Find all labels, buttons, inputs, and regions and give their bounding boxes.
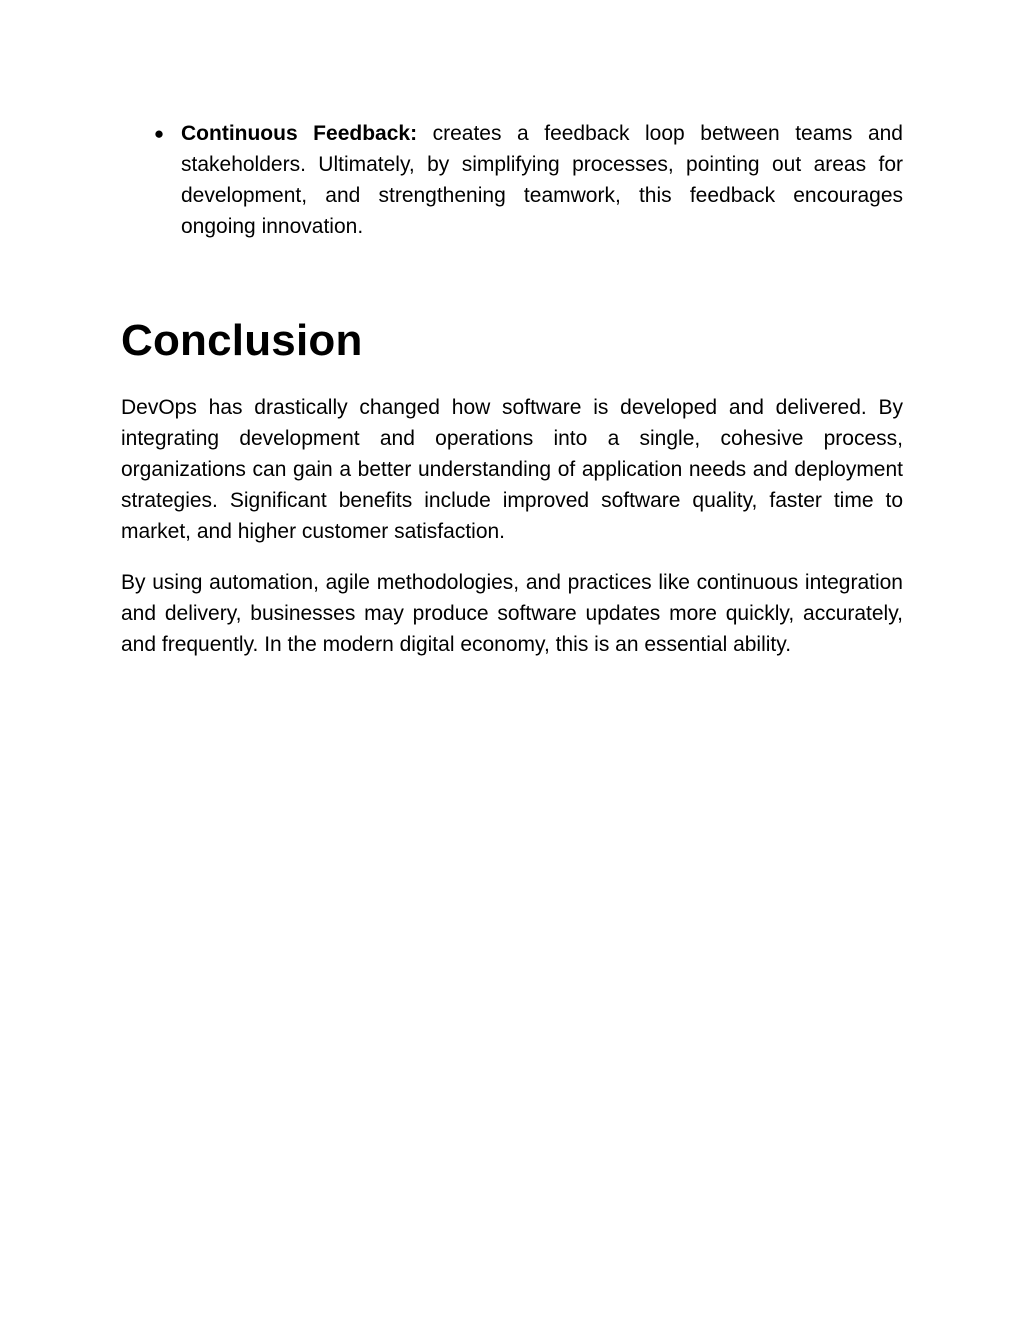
body-paragraph: By using automation, agile methodologies, and practices like continuous integration and delivery, businesses may produce software updates more quickly, accurately, and frequently. In the modern digital economy, this is an essential ability. bbox=[121, 571, 903, 656]
list-item bbox=[121, 118, 903, 242]
section-heading: Conclusion bbox=[121, 316, 363, 365]
bullet-text: creates a feedback loop between teams and stakeholders. Ultimately, by simplifying processes, pointing out areas for development, and strengthening teamwork, this feedback encourages ongoing innovation. bbox=[181, 122, 903, 238]
bullet-list bbox=[121, 118, 903, 242]
bullet-marker: ● bbox=[153, 124, 165, 143]
body-paragraph: DevOps has drastically changed how software is developed and delivered. By integrating development and operations into a single, cohesive process, organizations can gain a better understanding of application needs and deployment strategies. Significant benefits include improved software quality, faster time to market, and higher customer satisfaction. bbox=[121, 396, 903, 543]
bullet-term: Continuous Feedback: bbox=[181, 122, 418, 145]
